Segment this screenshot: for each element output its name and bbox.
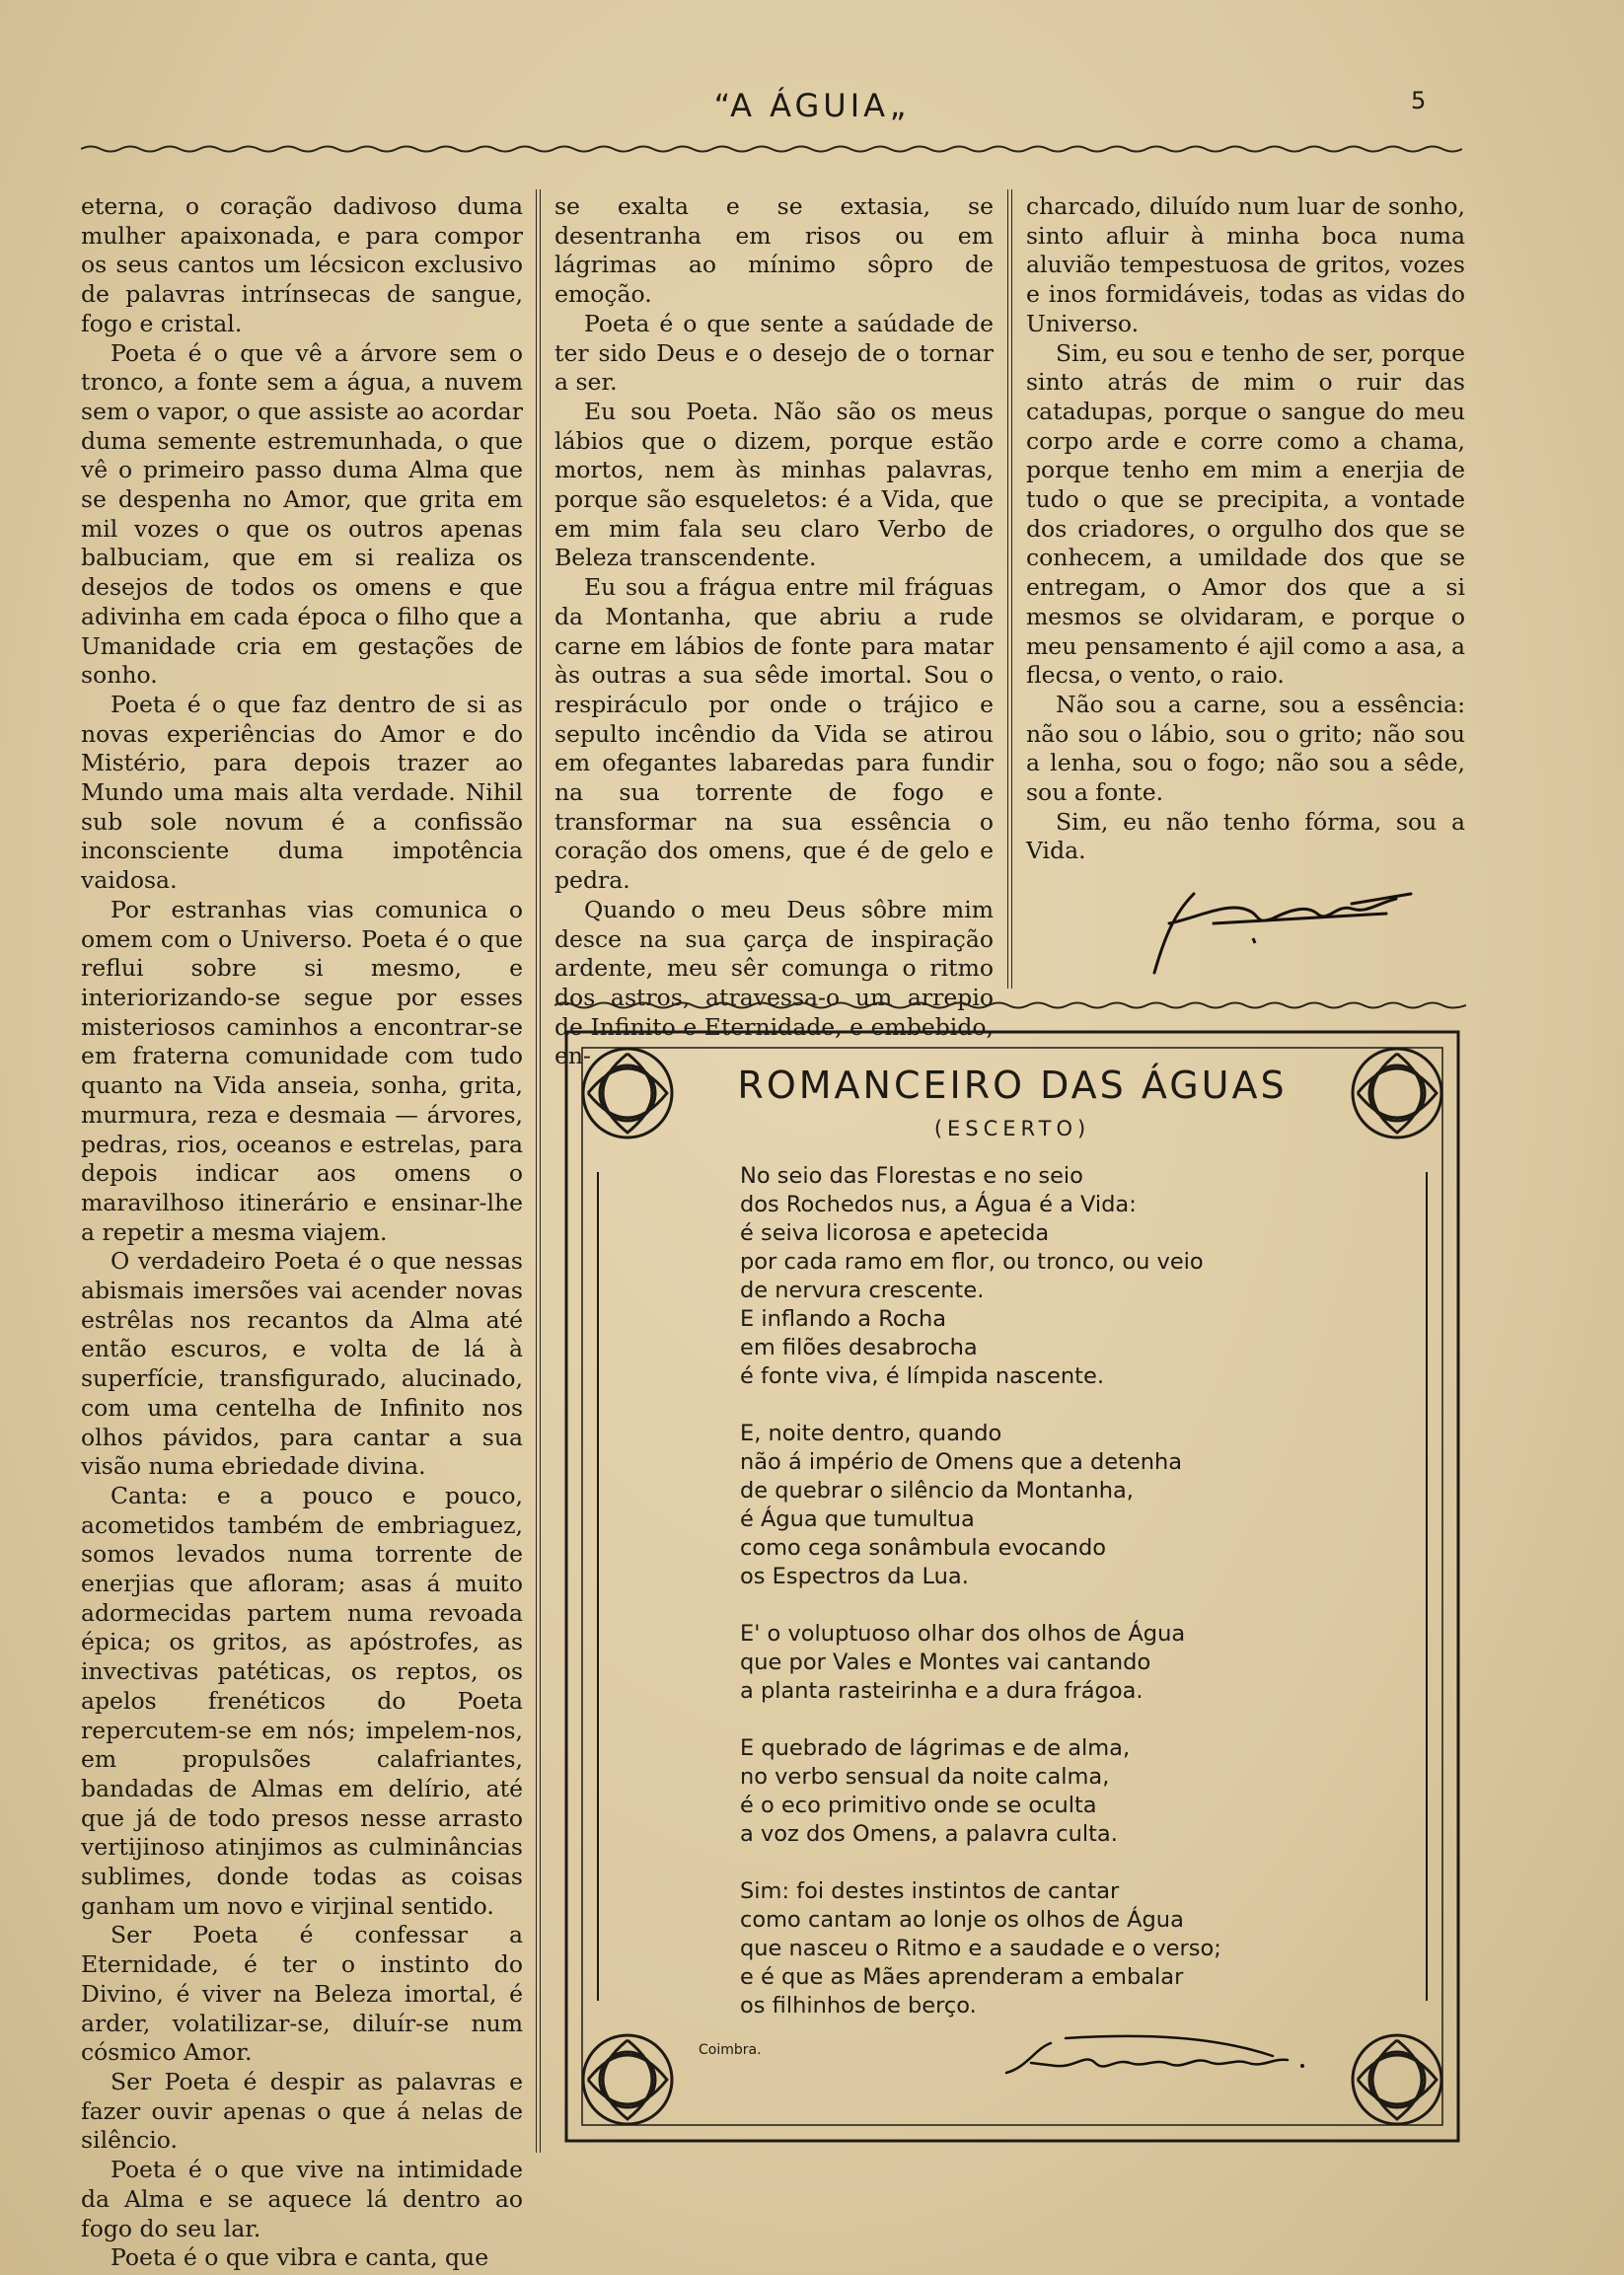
poem-line: que nasceu o Ritmo e a saudade e o verso; — [740, 1936, 1221, 1961]
paragraph: charcado, diluído num luar de sonho, sinto afluir à minha boca numa aluvião tempestuosa de gritos, vozes e inos formidáveis, todas as vidas do Universo. — [1026, 192, 1465, 337]
poem-line: é o eco primitivo onde se oculta — [740, 1793, 1097, 1818]
paragraph: Eu sou Poeta. Não são os meus lábios que o dizem, porque estão mortos, nem às minhas palavras, porque são esqueletos: é a Vida, que em mim fala seu claro Verbo de Beleza transcendente. — [554, 397, 994, 572]
paragraph: Quando o meu Deus sôbre mim desce na sua çarça de inspiração ardente, meu sêr comunga o ritmo dos astros, atravessa-o um arrepio de Infinito e Eternidade, e embebido, en- — [554, 895, 994, 1070]
article-column-2 — [554, 192, 994, 1071]
poem-line: Sim: foi destes instintos de cantar — [740, 1878, 1120, 1904]
poem-place: Coimbra. — [699, 2042, 762, 2058]
article-column-1 — [81, 192, 523, 2273]
poem-line: é seiva licorosa e apetecida — [740, 1220, 1050, 1246]
poem-body — [740, 1162, 1332, 2049]
poem-top-wavy-rule — [554, 998, 1466, 1012]
poem-line: como cantam ao lonje os olhos de Água — [740, 1907, 1184, 1933]
paragraph: se exalta e se extasia, se desentranha em risos ou em lágrimas ao mínimo sôpro de emoção. — [554, 192, 994, 309]
paragraph: Sim, eu não tenho fórma, sou a Vida. — [1026, 807, 1465, 865]
poem-line: E' o voluptuoso olhar dos olhos de Água — [740, 1621, 1186, 1647]
article-column-3 — [1026, 192, 1465, 866]
poem-line: de quebrar o silêncio da Montanha, — [740, 1478, 1134, 1504]
poem-line: é fonte viva, é límpida nascente. — [740, 1363, 1104, 1389]
poem-line: como cega sonâmbula evocando — [740, 1535, 1106, 1561]
paragraph: Poeta é o que sente a saúdade de ter sido Deus e o desejo de o tornar a ser. — [554, 309, 994, 397]
poem-line: No seio das Florestas e no seio — [740, 1163, 1083, 1189]
running-title: “A ÁGUIA„ — [713, 87, 911, 124]
poem-line: não á império de Omens que a detenha — [740, 1449, 1183, 1475]
poem-line: os filhinhos de berço. — [740, 1993, 977, 2018]
poem-line: a voz dos Omens, a palavra culta. — [740, 1821, 1118, 1847]
poem-line: E quebrado de lágrimas e de alma, — [740, 1735, 1131, 1761]
paragraph: O verdadeiro Poeta é o que nessas abismais imersões vai acender novas estrêlas nos recantos da Alma até então escuros, e volta de lá à superfície, transfigurado, alucinado, com uma centelha de Infinito nos olhos pávidos, para cantar a sua visão numa ebriedade divina. — [81, 1247, 523, 1481]
column-divider — [1007, 189, 1012, 989]
paragraph: Poeta é o que vibra e canta, que — [111, 2243, 489, 2272]
paragraph: Poeta é o que vive na intimidade da Alma e se aquece lá dentro ao fogo do seu lar. — [81, 2156, 523, 2242]
poem-line: no verbo sensual da noite calma, — [740, 1764, 1110, 1790]
poem-line: em filões desabrocha — [740, 1335, 978, 1360]
poem-line: de nervura crescente. — [740, 1278, 985, 1303]
paragraph: Poeta é o que vê a árvore sem o tronco, a fonte sem a água, a nuvem sem o vapor, o que assiste ao acordar duma semente estremunhada, o que vê o primeiro passo duma Alma que se despenha no Amor, que grita em mil vozes o que os outros apenas balbuciam, que em si realiza os desejos de todos os omens e que adivinha em cada época o filho que a Umanidade cria em gestações de sonho. — [81, 338, 523, 690]
poem-stanza — [740, 1420, 1332, 1591]
author-signature-pessoa — [1135, 864, 1431, 983]
page-number: 5 — [1411, 87, 1427, 114]
poem-line: dos Rochedos nus, a Água é a Vida: — [740, 1192, 1137, 1217]
poem-line: e é que as Mães aprenderam a embalar — [740, 1964, 1184, 1990]
paragraph: Sim, eu sou e tenho de ser, porque sinto atrás de mim o ruir das catadupas, porque o sangue do meu corpo arde e corre como a chama, porque tenho em mim a enerjia de tudo o que se precipita, a vontade dos criadores, o orgulho dos que se conhecem, a umildade dos que se entregam, o Amor dos que a si mesmos se olvidaram, e porque o meu pensamento é ajil como a asa, a flecsa, o vento, o raio. — [1026, 338, 1465, 690]
poem-line: por cada ramo em flor, ou tronco, ou veio — [740, 1249, 1204, 1275]
paragraph: Não sou a carne, sou a essência: não sou o lábio, sou o grito; não sou a lenha, sou o fogo; não sou a sêde, sou a fonte. — [1026, 690, 1465, 807]
paragraph: Ser Poeta é despir as palavras e fazer ouvir apenas o que á nelas de silêncio. — [81, 2068, 523, 2155]
paragraph: Ser Poeta é confessar a Eternidade, é ter o instinto do Divino, é viver na Beleza imortal, é arder, volatilizar-se, diluír-se num cósmico Amor. — [81, 1921, 523, 2067]
header-wavy-rule — [81, 142, 1462, 156]
poem-line: E, noite dentro, quando — [740, 1421, 1002, 1446]
paragraph: eterna, o coração dadivoso duma mulher apaixonada, e para compor os seus cantos um lécsicon exclusivo de palavras intrínsecas de sangue, fogo e cristal. — [81, 192, 523, 337]
poem-line: a planta rasteirinha e a dura frágoa. — [740, 1678, 1144, 1704]
poem-stanza — [740, 1162, 1332, 1391]
poem-stanza — [740, 1620, 1332, 1706]
paragraph: Poeta é o que faz dentro de si as novas experiências do Amor e do Mistério, para depois trazer ao Mundo uma mais alta verdade. Nihil sub sole novum é a confissão inconsciente duma impotência vaidosa. — [81, 690, 523, 895]
paragraph: Canta: e a pouco e pouco, acometidos também de embriaguez, somos levados numa torrente de enerjias que afloram; asas á muito adormecidas partem numa revoada épica; os gritos, as apóstrofes, as invectivas patéticas, os reptos, os apelos frenéticos do Poeta repercutem-se em nós; impelem-nos, em propulsões calafriantes, bandadas de Almas em delírio, até que já de todo presos nesse arrasto vertijinoso atinjimos as culminâncias sublimes, donde todas as coisas ganham um novo e virjinal sentido. — [81, 1481, 523, 1920]
poem-title: ROMANCEIRO DAS ÁGUAS — [737, 1064, 1288, 1107]
poem-line: E inflando a Rocha — [740, 1306, 947, 1332]
poem-subtitle: (ESCERTO) — [933, 1117, 1091, 1140]
poem-line: é Água que tumultua — [740, 1506, 975, 1532]
poem-stanza — [740, 1734, 1332, 1849]
paragraph: Eu sou a frágua entre mil fráguas da Montanha, que abriu a rude carne em lábios de fonte para matar às outras a sua sêde imortal. Sou o respiráculo por onde o trájico e sepulto incêndio da Vida se atirou em ofegantes labaredas para fundir na sua torrente de fogo e transformar na sua essência o coração dos omens, que é de gelo e pedra. — [554, 573, 994, 895]
column-divider — [536, 189, 541, 2153]
paragraph: Por estranhas vias comunica o omem com o Universo. Poeta é o que reflui sobre si mesmo, e interiorizando-se segue por esses misteriosos caminhos a encontrar-se em fraterna comunidade com tudo quanto na Vida anseia, sonha, grita, murmura, reza e desmaia — árvores, pedras, rios, oceanos e estrelas, para depois indicar aos omens o maravilhoso itinerário e ensinar-lhe a repetir a mesma viajem. — [81, 895, 523, 1246]
poem-line: os Espectros da Lua. — [740, 1564, 969, 1589]
poem-stanza — [740, 1877, 1332, 2020]
poem-line: que por Vales e Montes vai cantando — [740, 1650, 1151, 1675]
author-signature-duarte — [997, 2028, 1322, 2097]
